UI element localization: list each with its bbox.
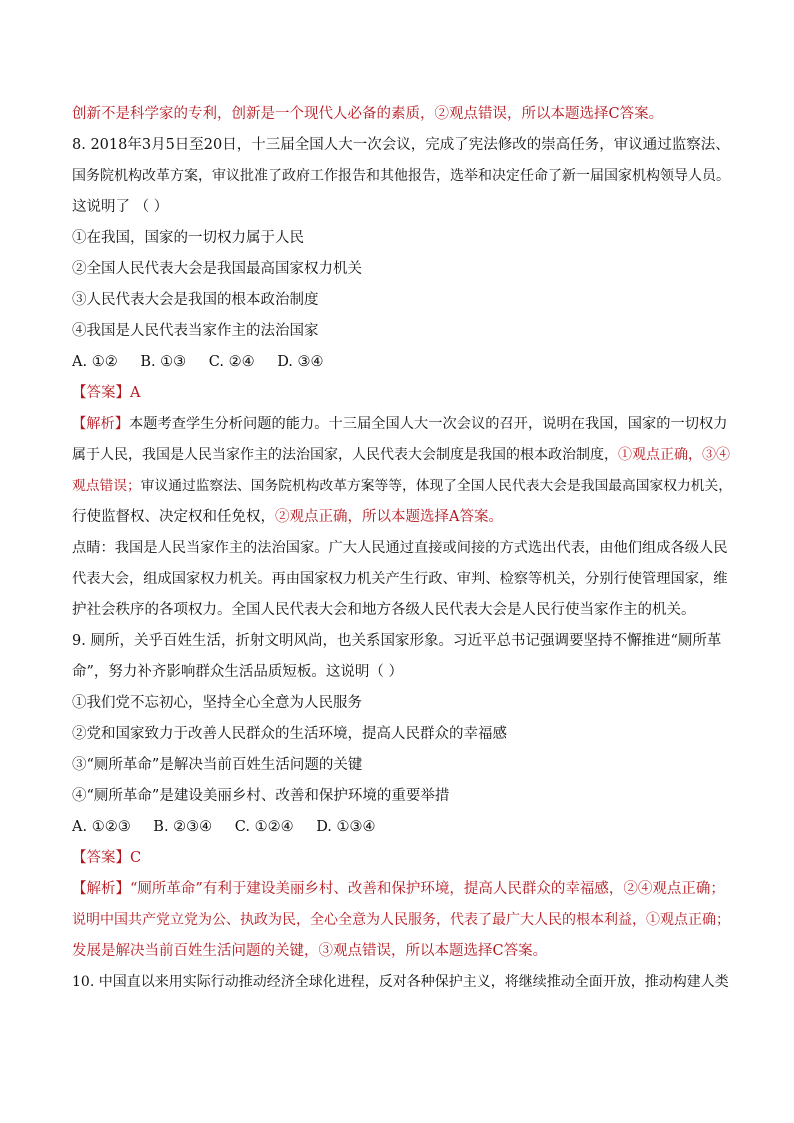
option-d: D. ③④	[277, 354, 324, 370]
option-a: A. ①②③	[72, 819, 131, 835]
analysis-text: 审议通过监察法、国务院机构改革方案等等，体现了全国人民代表大会是我国最高国家权力机关，	[140, 478, 733, 494]
document-page	[72, 99, 732, 998]
question-8	[72, 130, 732, 626]
question-9-stem-line: 9. 厕所，关乎百姓生活，折射文明风尚，也关系国家形象。习近平总书记强调要坚持不懈推进“厕所革	[72, 633, 722, 649]
question-10	[72, 967, 732, 998]
question-9-options	[72, 812, 732, 843]
question-8-item: ③人民代表大会是我国的根本政治制度	[72, 292, 319, 308]
question-8-analysis-line	[72, 409, 732, 440]
question-8-stem-line: 8. 2018年3月5日至20日，十三届全国人大一次会议，完成了宪法修改的崇高任务，审议通过监察法、	[72, 137, 730, 153]
question-8-answer: 【答案】A	[72, 385, 141, 401]
question-9-answer: 【答案】C	[72, 850, 142, 866]
analysis-verdict: ②观点正确，所以本题选择A答案。	[275, 509, 503, 525]
analysis-verdict: 观点错误；	[72, 478, 141, 494]
question-9-item: ④“厕所革命”是建设美丽乡村、改善和保护环境的重要举措	[72, 788, 450, 804]
option-c: C. ②④	[208, 354, 255, 370]
question-8-stem-line: 国务院机构改革方案，审议批准了政府工作报告和其他报告，选举和决定任命了新一届国家机构领导人员。	[72, 168, 730, 184]
analysis-label: 【解析】	[72, 416, 130, 432]
question-9-item: ①我们党不忘初心，坚持全心全意为人民服务	[72, 695, 362, 711]
question-8-stem-line: 这说明了 （ ）	[72, 199, 169, 215]
question-8-tip-line: 代表大会，组成国家权力机关。再由国家权力机关产生行政、审判、检察等机关，分别行使管理国家，维	[72, 571, 728, 587]
question-8-item: ④我国是人民代表当家作主的法治国家	[72, 323, 319, 339]
question-8-item: ①在我国，国家的一切权力属于人民	[72, 230, 304, 246]
question-8-analysis-line	[72, 502, 732, 533]
question-8-tip-line: 点睛：我国是人民当家作主的法治国家。广大人民通过直接或间接的方式选出代表，由他们组成各级人民	[72, 540, 728, 556]
analysis-text: 本题考查学生分析问题的能力。十三届全国人大一次会议的召开，说明在我国，国家的一切权力	[129, 416, 728, 432]
option-b: B. ①③	[140, 354, 187, 370]
analysis-text: 属于人民，我国是人民当家作主的法治国家，人民代表大会制度是我国的根本政治制度，	[72, 447, 618, 463]
question-9	[72, 626, 732, 967]
analysis-verdict: ①观点正确，③④	[618, 447, 730, 463]
analysis-text: 行使监督权、决定权和任免权，	[72, 509, 275, 525]
option-a: A. ①②	[72, 354, 118, 370]
question-10-stem-line: 10. 中国直以来用实际行动推动经济全球化进程，反对各种保护主义，将继续推动全面开放，推动构建人类	[72, 974, 729, 990]
question-8-options	[72, 347, 732, 378]
question-8-analysis-line	[72, 440, 732, 471]
question-9-analysis-line: 发展是解决当前百姓生活问题的关键，③观点错误，所以本题选择C答案。	[72, 943, 548, 959]
question-8-tip-line: 护社会秩序的各项权力。全国人民代表大会和地方各级人民代表大会是人民行使当家作主的机关。	[72, 602, 696, 618]
option-b: B. ②③④	[153, 819, 213, 835]
question-9-stem-line: 命”，努力补齐影响群众生活品质短板。这说明（ ）	[72, 664, 404, 680]
question-9-item: ②党和国家致力于改善人民群众的生活环境，提高人民群众的幸福感	[72, 726, 507, 742]
question-9-analysis-line: 说明中国共产党立党为公、执政为民，全心全意为人民服务，代表了最广大人民的根本利益，①观点正确；	[72, 912, 730, 928]
question-8-item: ②全国人民代表大会是我国最高国家权力机关	[72, 261, 362, 277]
question-9-item: ③“厕所革命”是解决当前百姓生活问题的关键	[72, 757, 363, 773]
option-d: D. ①③④	[316, 819, 376, 835]
option-c: C. ①②④	[234, 819, 294, 835]
previous-analysis-tail: 创新不是科学家的专利，创新是一个现代人必备的素质，②观点错误，所以本题选择C答案。	[72, 106, 664, 122]
question-9-analysis-line: 【解析】“厕所革命”有利于建设美丽乡村、改善和保护环境，提高人民群众的幸福感，②④观点正确；	[72, 881, 725, 897]
question-8-analysis-line	[72, 471, 732, 502]
